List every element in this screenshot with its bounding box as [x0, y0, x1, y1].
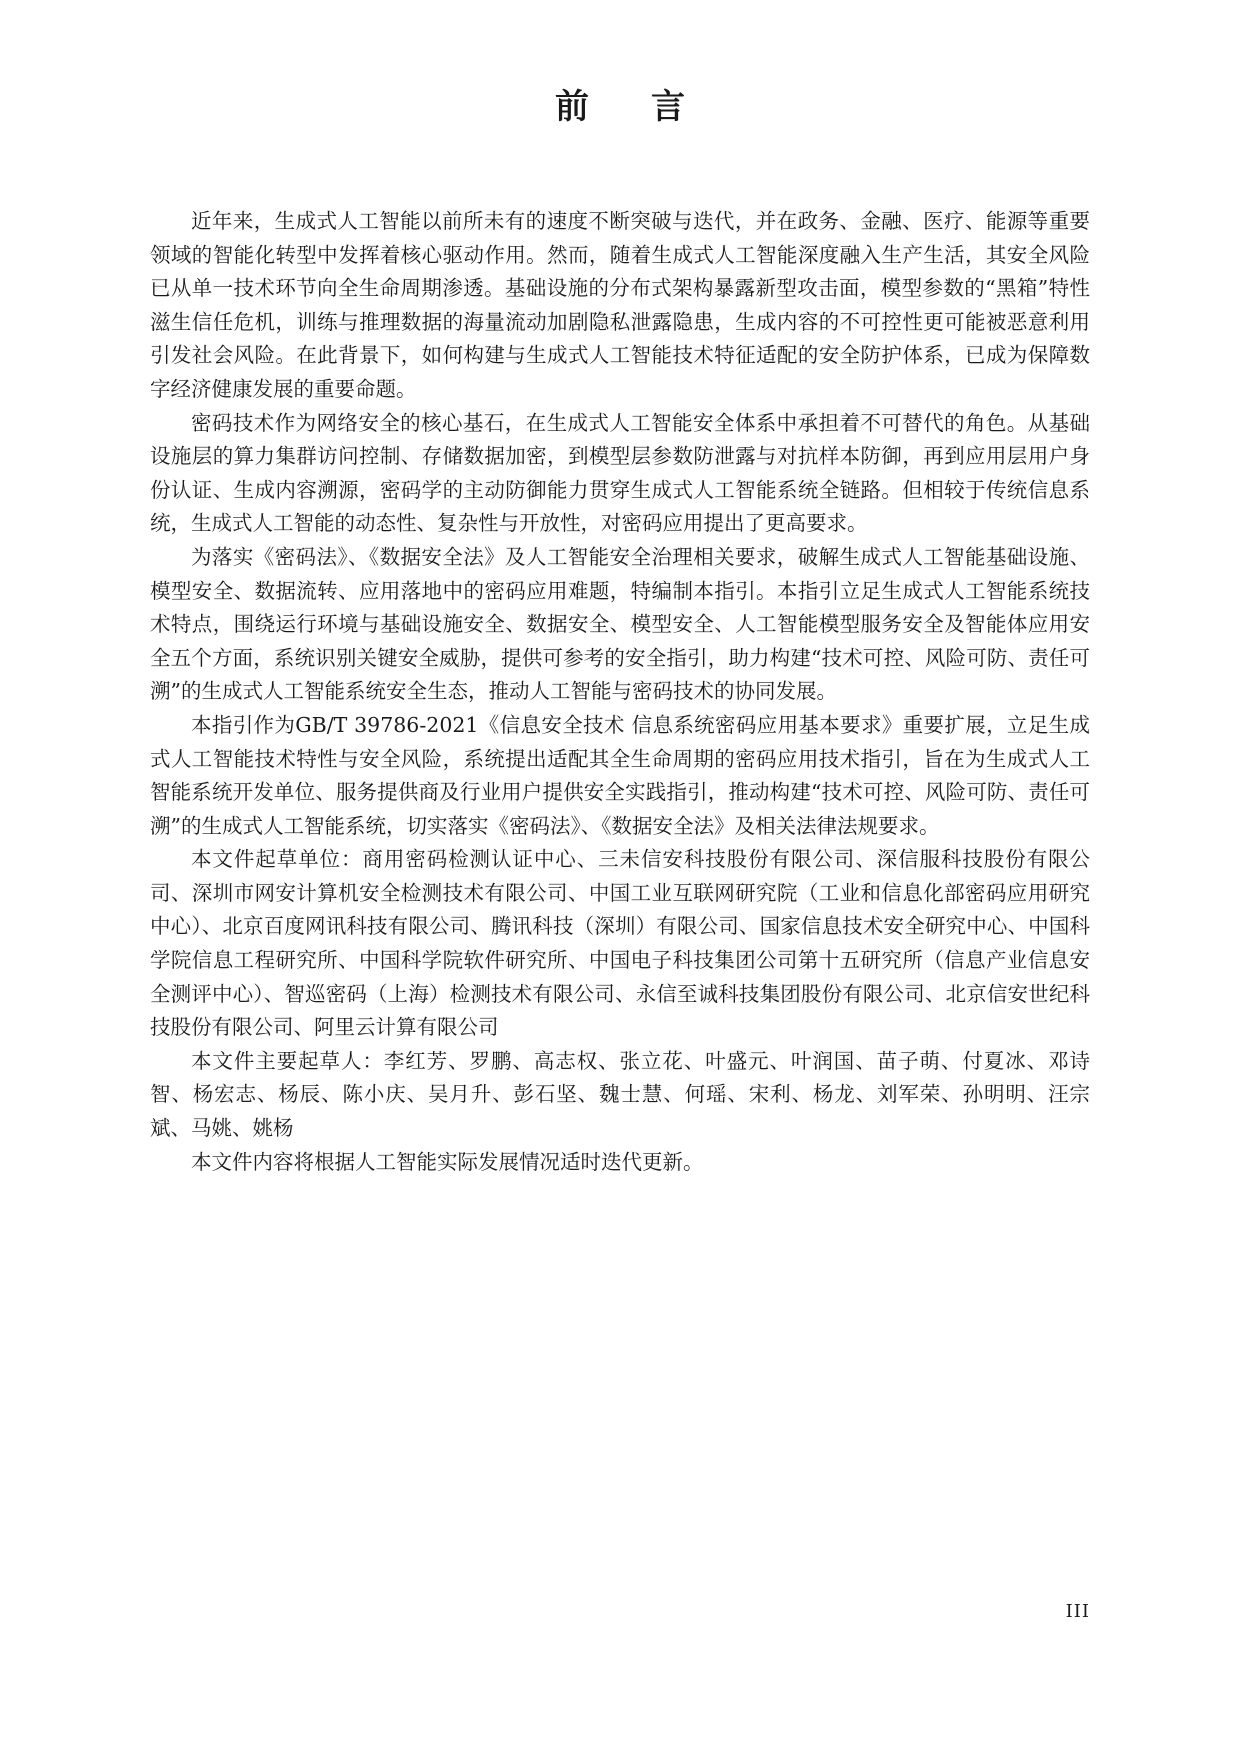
- preface-body: [150, 205, 1090, 1179]
- paragraph-drafting-units: 本文件起草单位：商用密码检测认证中心、三未信安科技股份有限公司、深信服科技股份有限公司、深圳市网安计算机安全检测技术有限公司、中国工业互联网研究院（工业和信息化部密码应用研究中心）、北京百度网讯科技有限公司、腾讯科技（深圳）有限公司、国家信息技术安全研究中心、中国科学院信息工程研究所、中国科学院软件研究所、中国电子科技集团公司第十五研究所（信息产业信息安全测评中心）、智巡密码（上海）检测技术有限公司、永信至诚科技集团股份有限公司、北京信安世纪科技股份有限公司、阿里云计算有限公司: [150, 847, 1090, 1040]
- paragraph-scope: 本指引作为GB/T 39786-2021《信息安全技术 信息系统密码应用基本要求》重要扩展，立足生成式人工智能技术特性与安全风险，系统提出适配其全生命周期的密码应用技术指引，旨在为生成式人工智能系统开发单位、服务提供商及行业用户提供安全实践指引，推动构建“技术可控、风险可防、责任可溯”的生成式人工智能系统，切实落实《密码法》、《数据安全法》及相关法律法规要求。: [150, 712, 1090, 838]
- page-title: 前言: [555, 87, 747, 127]
- paragraph-update-note: 本文件内容将根据人工智能实际发展情况适时迭代更新。: [191, 1149, 704, 1174]
- paragraph-cryptography-role: 密码技术作为网络安全的核心基石，在生成式人工智能安全体系中承担着不可替代的角色。从基础设施层的算力集群访问控制、存储数据加密，到模型层参数防泄露与对抗样本防御，再到应用层用户身份认证、生成内容溯源，密码学的主动防御能力贯穿生成式人工智能系统全链路。但相较于传统信息系统，生成式人工智能的动态性、复杂性与开放性，对密码应用提出了更高要求。: [150, 410, 1090, 536]
- paragraph-purpose: 为落实《密码法》、《数据安全法》及人工智能安全治理相关要求，破解生成式人工智能基础设施、模型安全、数据流转、应用落地中的密码应用难题，特编制本指引。本指引立足生成式人工智能系统技术特点，围绕运行环境与基础设施安全、数据安全、模型安全、人工智能模型服务安全及智能体应用安全五个方面，系统识别关键安全威胁，提供可参考的安全指引，助力构建“技术可控、风险可防、责任可溯”的生成式人工智能系统安全生态，推动人工智能与密码技术的协同发展。: [150, 544, 1090, 704]
- paragraph-background: 近年来，生成式人工智能以前所未有的速度不断突破与迭代，并在政务、金融、医疗、能源等重要领域的智能化转型中发挥着核心驱动作用。然而，随着生成式人工智能深度融入生产生活，其安全风险已从单一技术环节向全生命周期渗透。基础设施的分布式架构暴露新型攻击面，模型参数的“黑箱”特性滋生信任危机，训练与推理数据的海量流动加剧隐私泄露隐患，生成内容的不可控性更可能被恶意利用引发社会风险。在此背景下，如何构建与生成式人工智能技术特征适配的安全防护体系，已成为保障数字经济健康发展的重要命题。: [150, 209, 1090, 401]
- paragraph-drafters: 本文件主要起草人：李红芳、罗鹏、高志权、张立花、叶盛元、叶润国、苗子萌、付夏冰、邓诗智、杨宏志、杨辰、陈小庆、吴月升、彭石坚、魏士慧、何瑶、宋利、杨龙、刘军荣、孙明明、汪宗斌、马姚、姚杨: [150, 1048, 1090, 1141]
- page-number: III: [1065, 1601, 1090, 1622]
